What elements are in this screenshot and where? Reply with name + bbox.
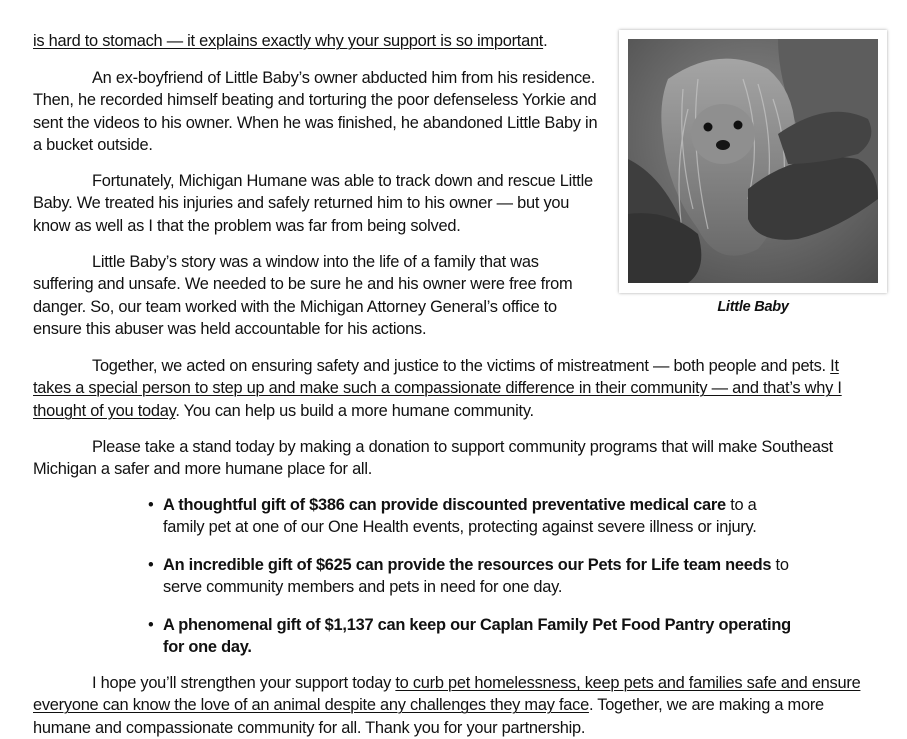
- paragraph-closing-tail: . Together, we are making a more humane and compassionate community for all. Thank you for your partnership.: [33, 696, 824, 737]
- paragraph-together-lead: Together, we acted on ensuring safety and justice to the victims of mistreatment — both people and pets.: [92, 357, 831, 375]
- gift-item: [148, 614, 798, 659]
- gift-item-bold: A phenomenal gift of $1,137 can keep our Caplan Family Pet Food Pantry operating for one day.: [163, 615, 791, 657]
- gift-item-rest: to a family pet at one of our One Health events, protecting against severe illness or injury.: [163, 496, 757, 537]
- gift-item: [148, 494, 798, 539]
- gift-item: [148, 554, 798, 599]
- gift-item-bold: An incredible gift of $625 can provide the resources our Pets for Life team needs: [163, 555, 772, 574]
- gift-list: [148, 494, 798, 673]
- paragraph-story-window: Little Baby’s story was a window into the life of a family that was suffering and unsafe. We needed to be sure he and his owner were free from danger. So, our team worked with the Michigan Attorney General’s office to ensure this abuser was held accountable for his actions.: [33, 253, 573, 339]
- paragraph-intro-tail: .: [543, 32, 548, 50]
- photo-frame: [619, 30, 887, 293]
- gift-item-bold: A thoughtful gift of $386 can provide discounted preventative medical care: [163, 496, 726, 514]
- dog-photo-illustration: [628, 39, 878, 283]
- paragraph-intro-fragment: [33, 30, 603, 52]
- paragraph-abduction: An ex-boyfriend of Little Baby’s owner abducted him from his residence. Then, he recorded himself beating and torturing the poor defenseless Yorkie and sent the videos to his owner. When he was finished, he abandoned Little Baby in a bucket outside.: [33, 69, 598, 155]
- paragraph-closing-link: to curb pet homelessness, keep pets and families safe and ensure everyone can know the love of an animal despite any challenges they may face: [33, 674, 861, 715]
- paragraph-together: [33, 355, 863, 422]
- photo-caption: Little Baby: [717, 299, 789, 315]
- paragraph-together-tail: . You can help us build a more humane community.: [175, 401, 534, 420]
- paragraph-closing-lead: I hope you’ll strengthen your support today: [92, 674, 396, 692]
- paragraph-take-a-stand: Please take a stand today by making a donation to support community programs that will make Southeast Michigan a safer and more humane place for all.: [33, 438, 833, 479]
- dog-photo: [628, 39, 878, 283]
- paragraph-closing: [33, 672, 863, 739]
- paragraph-rescue: Fortunately, Michigan Humane was able to track down and rescue Little Baby. We treated his injuries and safely returned him to his owner — but you know as well as I that the problem was far from being solved.: [33, 172, 593, 235]
- paragraph-intro-link: is hard to stomach — it explains exactly why your support is so important: [33, 32, 544, 50]
- paragraph-together-link: It takes a special person to step up and make such a compassionate difference in their community — and that’s why I thought of you today: [33, 357, 842, 420]
- gift-item-rest: to serve community members and pets in need for one day.: [163, 555, 789, 597]
